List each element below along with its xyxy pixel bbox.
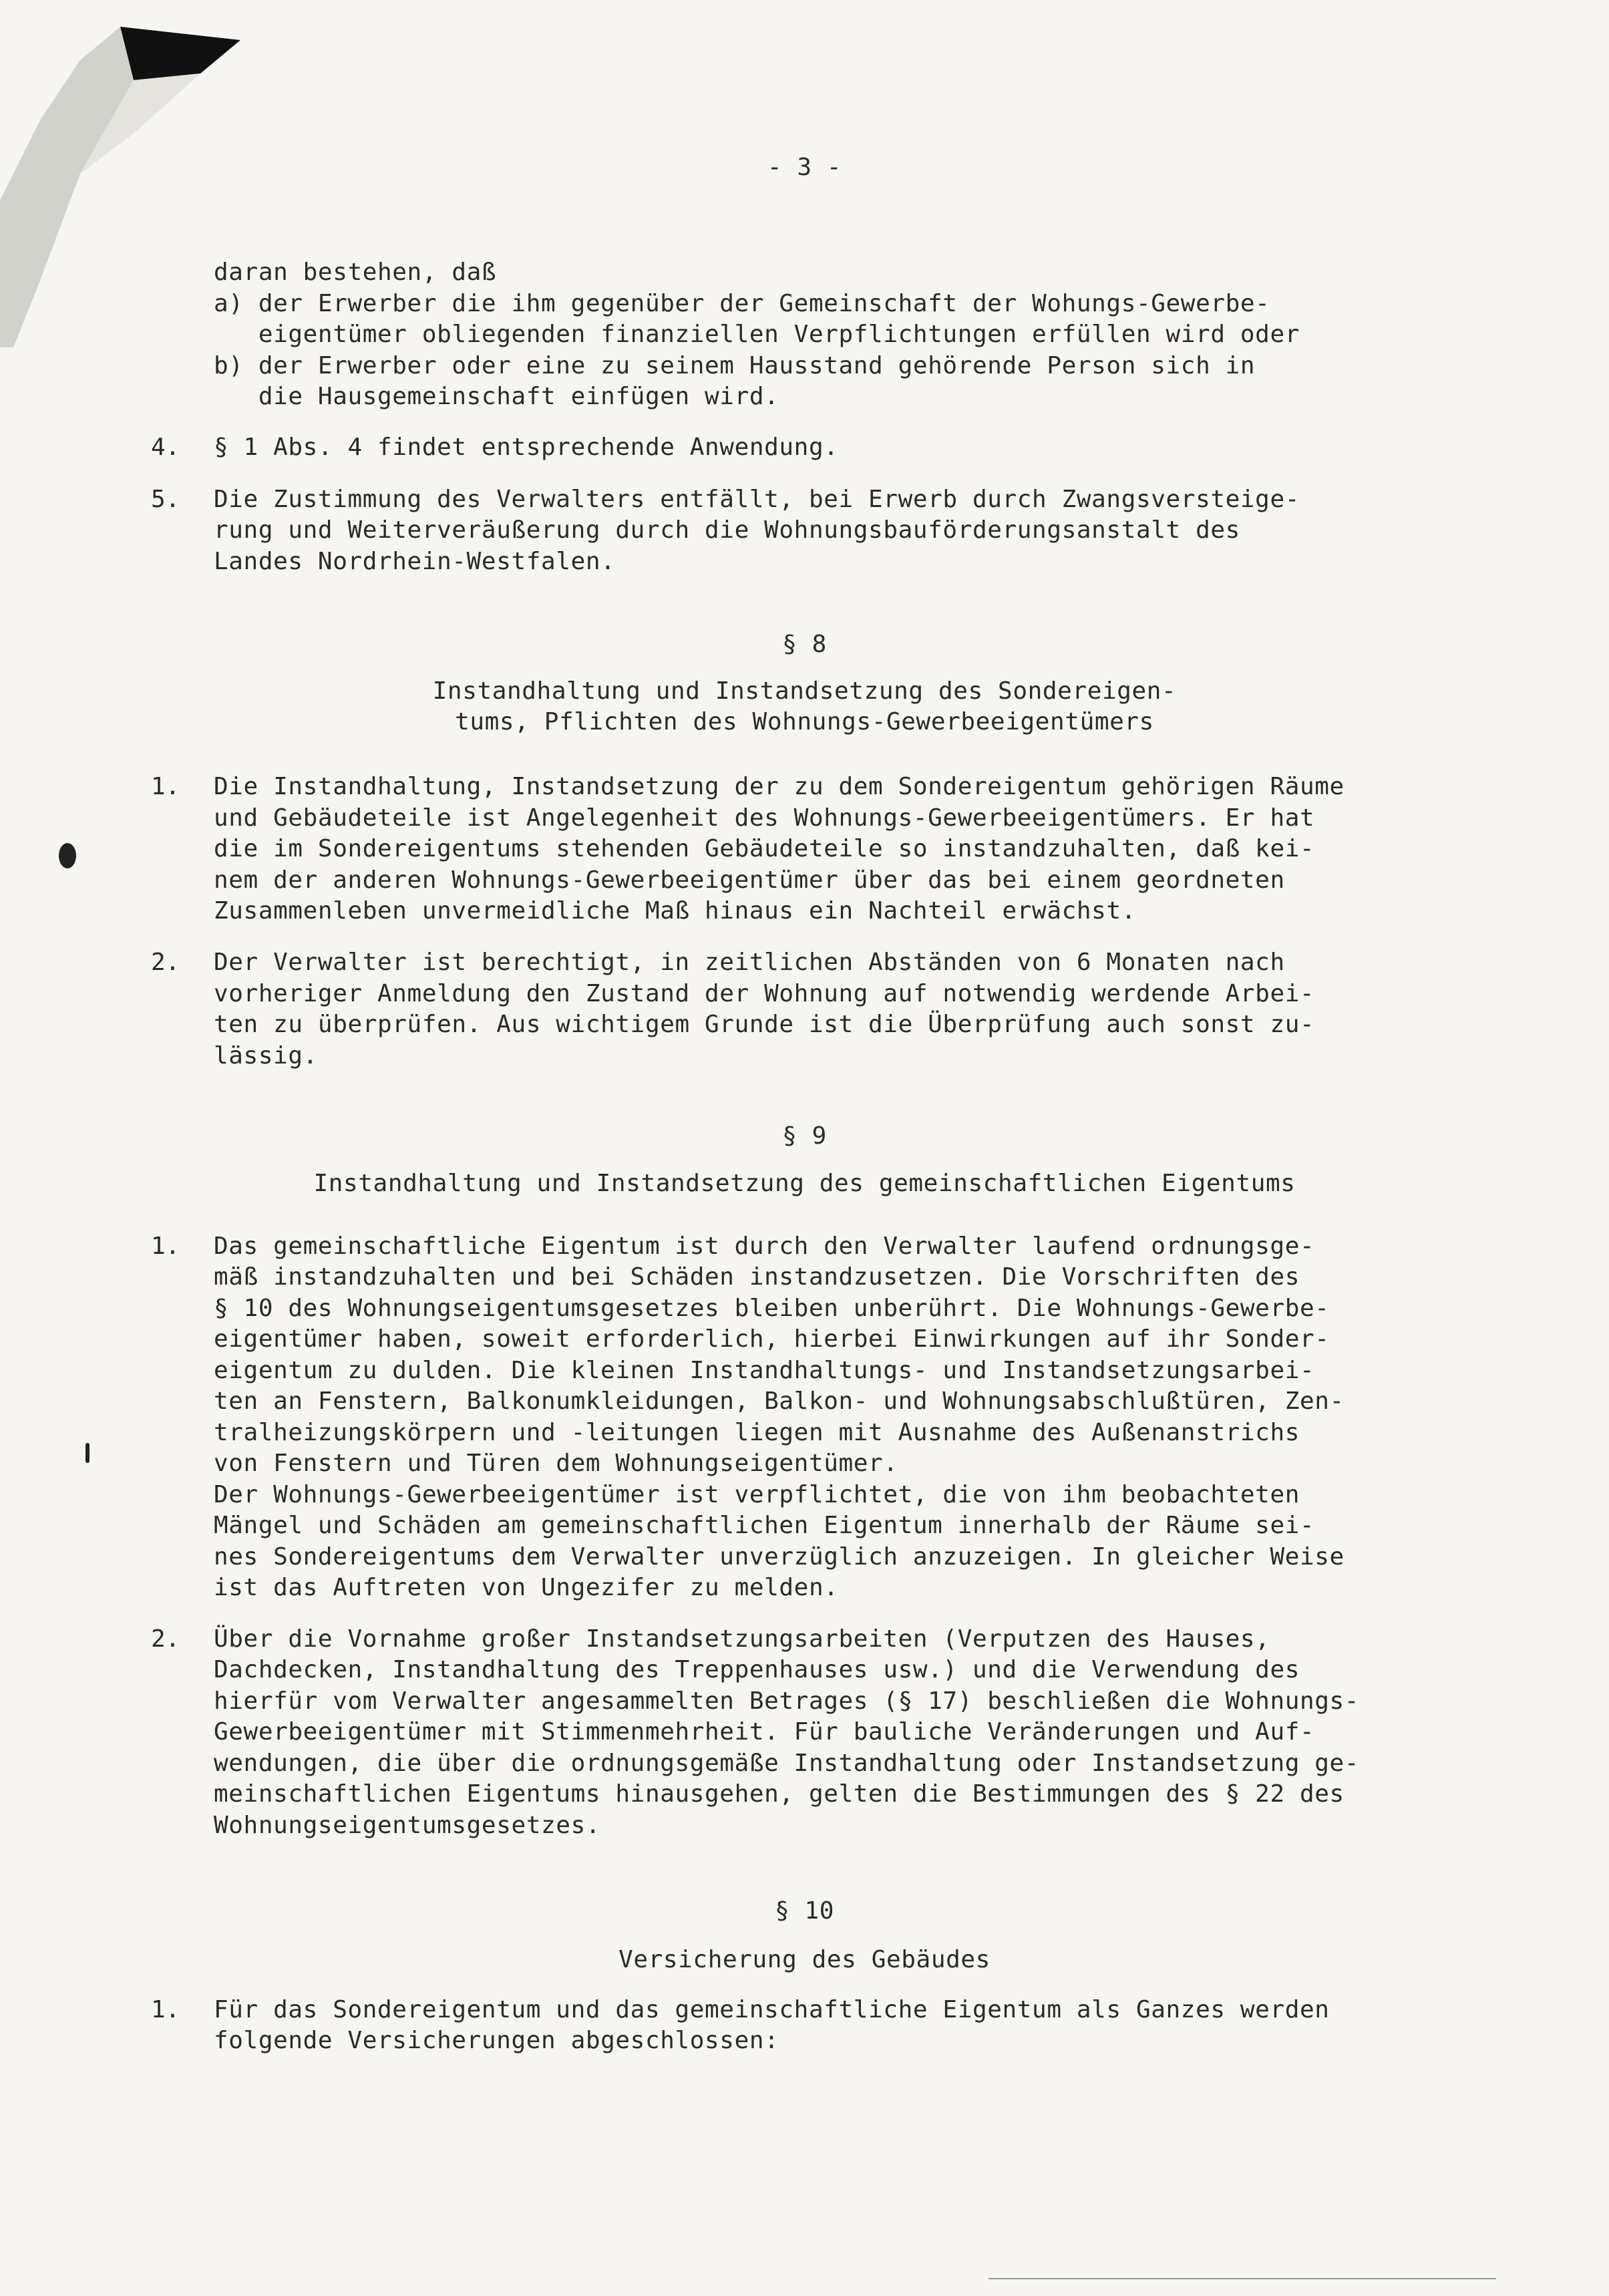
item-line: eigentümer haben, soweit erforderlich, hierbei Einwirkungen auf ihr Sonder-: [214, 1325, 1330, 1353]
item-line: und Gebäudeteile ist Angelegenheit des Wohnungs-Gewerbeeigentümers. Er hat: [214, 804, 1315, 832]
item-line: Der Verwalter ist berechtigt, in zeitlichen Abständen von 6 Monaten nach: [214, 949, 1285, 976]
item-line: lässig.: [214, 1042, 318, 1070]
intro-line: daran bestehen, daß: [214, 259, 497, 286]
intro-line: die Hausgemeinschaft einfügen wird.: [214, 383, 779, 410]
item-line: vorheriger Anmeldung den Zustand der Wohnung auf notwendig werdende Arbei-: [214, 980, 1315, 1007]
item-line: Die Zustimmung des Verwalters entfällt, bei Erwerb durch Zwangsversteige-: [214, 486, 1300, 513]
intro-line: a) der Erwerber die ihm gegenüber der Gemeinschaft der Wohungs-Gewerbe-: [214, 290, 1270, 317]
item-line: hierfür vom Verwalter angesammelten Betrages (§ 17) beschließen die Wohnungs-: [214, 1687, 1360, 1715]
intro-line: b) der Erwerber oder eine zu seinem Hausstand gehörende Person sich in: [214, 352, 1256, 379]
item-line: Landes Nordrhein-Westfalen.: [214, 548, 616, 575]
item-line: ten an Fenstern, Balkonumkleidungen, Balkon- und Wohnungsabschlußtüren, Zen-: [214, 1387, 1345, 1415]
item-line: Die Instandhaltung, Instandsetzung der zu dem Sondereigentum gehörigen Räume: [214, 773, 1345, 800]
item-line: Dachdecken, Instandhaltung des Treppenhauses usw.) und die Verwendung des: [214, 1656, 1300, 1683]
item-line: nes Sondereigentums dem Verwalter unverzüglich anzuzeigen. In gleicher Weise: [214, 1543, 1345, 1571]
item-line: von Fenstern und Türen dem Wohnungseigentümer.: [214, 1450, 898, 1477]
item-line: Mängel und Schäden am gemeinschaftlichen Eigentum innerhalb der Räume sei-: [214, 1512, 1315, 1539]
item-line: ten zu überprüfen. Aus wichtigem Grunde ist die Überprüfung auch sonst zu-: [214, 1011, 1315, 1038]
item-line: folgende Versicherungen abgeschlossen:: [214, 2027, 779, 2054]
item-line: § 10 des Wohnungseigentumsgesetzes bleiben unberührt. Die Wohnungs-Gewerbe-: [214, 1295, 1330, 1322]
item-line: Wohnungseigentumsgesetzes.: [214, 1812, 601, 1839]
item-line: Für das Sondereigentum und das gemeinschaftliche Eigentum als Ganzes werden: [214, 1996, 1330, 2023]
section-title: Instandhaltung und Instandsetzung des gemeinschaftlichen Eigentums: [313, 1170, 1296, 1197]
item-line: Das gemeinschaftliche Eigentum ist durch den Verwalter laufend ordnungsge-: [214, 1233, 1315, 1260]
item-line: eigentum zu dulden. Die kleinen Instandhaltungs- und Instandsetzungsarbei-: [214, 1357, 1315, 1384]
section-title: Instandhaltung und Instandsetzung des Sondereigen-: [432, 677, 1177, 705]
item-line: Der Wohnungs-Gewerbeeigentümer ist verpflichtet, die von ihm beobachteten: [214, 1481, 1300, 1508]
section-heading: § 10: [774, 1897, 835, 1925]
item-line: Über die Vornahme großer Instandsetzungsarbeiten (Verputzen des Hauses,: [214, 1625, 1270, 1653]
item-line: nem der anderen Wohnungs-Gewerbeeigentümer über das bei einem geordneten: [214, 866, 1285, 894]
item-line: die im Sondereigentums stehenden Gebäudeteile so instandzuhalten, daß kei-: [214, 835, 1315, 862]
hole-punch-mark: [59, 843, 76, 868]
section-title: Versicherung des Gebäudes: [618, 1946, 991, 1973]
item-number: 5.: [151, 486, 180, 513]
item-line: mäß instandzuhalten und bei Schäden instandzusetzen. Die Vorschriften des: [214, 1263, 1300, 1291]
item-number: 1.: [151, 773, 180, 800]
item-number: 1.: [151, 1233, 180, 1260]
item-number: 1.: [151, 1996, 180, 2023]
item-line: § 1 Abs. 4 findet entsprechende Anwendung.: [214, 434, 839, 461]
section-heading: § 8: [782, 631, 827, 658]
item-number: 2.: [151, 1625, 180, 1653]
bottom-edge-line: [989, 2278, 1496, 2279]
item-line: rung und Weiterveräußerung durch die Wohnungsbauförderungsanstalt des: [214, 516, 1240, 544]
intro-line: eigentümer obliegenden finanziellen Verpflichtungen erfüllen wird oder: [214, 321, 1300, 348]
item-line: ist das Auftreten von Ungezifer zu melden.: [214, 1574, 839, 1601]
item-line: tralheizungskörpern und -leitungen liegen mit Ausnahme des Außenanstrichs: [214, 1419, 1300, 1446]
section-title: tums, Pflichten des Wohnungs-Gewerbeeigentümers: [455, 708, 1154, 735]
item-number: 4.: [151, 434, 180, 461]
item-line: meinschaftlichen Eigentums hinausgehen, gelten die Bestimmungen des § 22 des: [214, 1780, 1345, 1808]
item-line: Gewerbeeigentümer mit Stimmenmehrheit. Für bauliche Veränderungen und Auf-: [214, 1718, 1315, 1746]
item-number: 2.: [151, 949, 180, 976]
page-number: - 3 -: [767, 154, 842, 181]
item-line: wendungen, die über die ordnungsgemäße Instandhaltung oder Instandsetzung ge-: [214, 1750, 1360, 1777]
item-line: Zusammenleben unvermeidliche Maß hinaus ein Nachteil erwächst.: [214, 897, 1136, 925]
section-heading: § 9: [782, 1122, 827, 1150]
scan-speck: [85, 1443, 90, 1463]
